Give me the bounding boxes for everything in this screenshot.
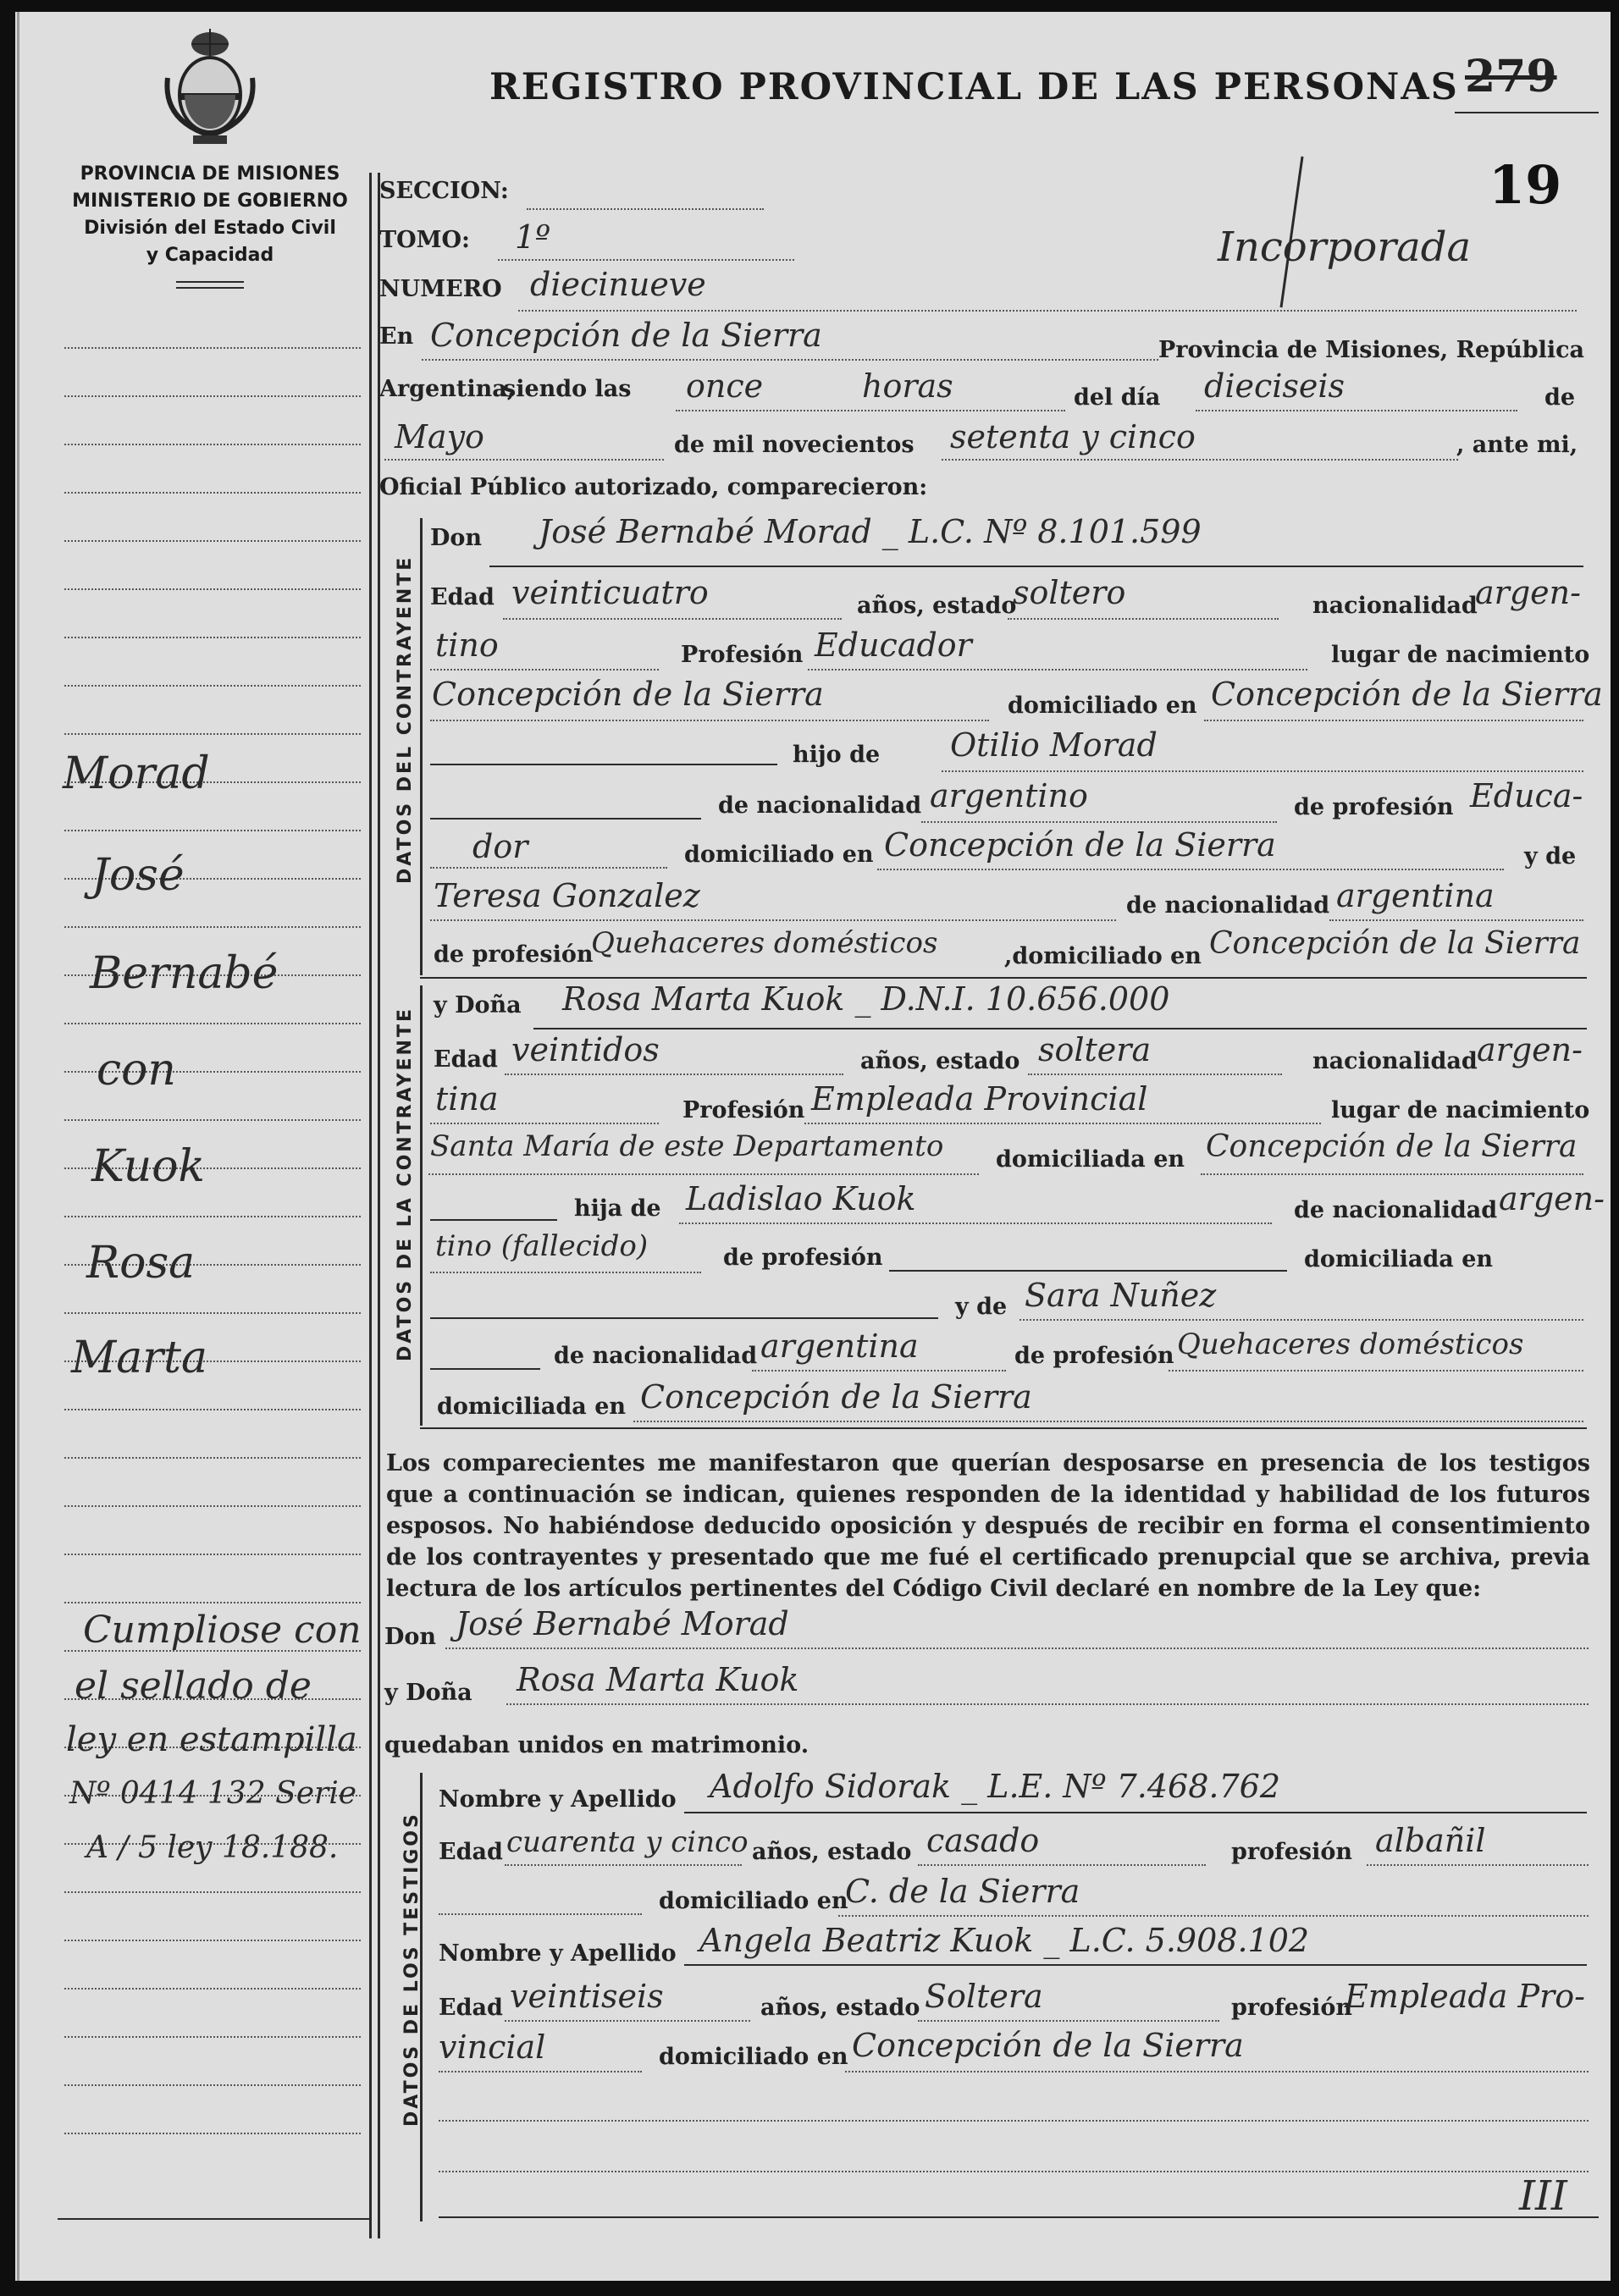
t1-blank-field [439, 1913, 642, 1915]
c1-lugar: Concepción de la Sierra [432, 676, 824, 713]
margin-divider [369, 173, 372, 2238]
c2-prof: Empleada Provincial [811, 1080, 1148, 1118]
c2-padre-field [679, 1223, 1272, 1224]
margin-ruling-line [64, 444, 361, 445]
t1-nombre: Adolfo Sidorak _ L.E. Nº 7.468.762 [710, 1768, 1281, 1805]
c1-bracket [420, 518, 423, 975]
end-mark: III [1519, 2172, 1567, 2220]
t2-nombre: Angela Beatriz Kuok _ L.C. 5.908.102 [699, 1922, 1310, 1959]
c1-pnac-field [921, 821, 1277, 823]
argentina-label: Argentina, [379, 376, 516, 402]
t1-nombre-line [684, 1812, 1587, 1813]
t2-estado-field [918, 2020, 1219, 2022]
c2-pdom-label: domiciliada en [1304, 1246, 1494, 1272]
c1-madre: Teresa Gonzalez [434, 877, 700, 914]
c1-blank-line-2 [430, 818, 701, 820]
c2-prof-label: Profesión [682, 1097, 805, 1123]
c1-dom-field [1204, 720, 1583, 721]
c1-dom: Concepción de la Sierra [1211, 676, 1603, 713]
c2-madre: Sara Nuñez [1025, 1277, 1217, 1314]
t1-edad-label: Edad [439, 1839, 503, 1865]
c2-pprof-label: de profesión [723, 1245, 883, 1271]
capacity-name: y Capacidad [146, 245, 274, 266]
t2-nombre-label: Nombre y Apellido [439, 1940, 677, 1967]
record-number: 19 [1489, 154, 1562, 216]
c1-pnac-label: de nacionalidad [718, 792, 922, 819]
decl-dona-field [506, 1703, 1589, 1705]
c1-pdom-field [877, 869, 1504, 870]
seccion-label: SECCION: [379, 178, 509, 204]
extra-line-2 [439, 2171, 1589, 2172]
margin-ruling-line [64, 1988, 361, 1990]
t1-estado: casado [926, 1822, 1040, 1859]
margin-name-6: Rosa [86, 1238, 196, 1289]
t2-dom-field [845, 2071, 1589, 2072]
t1-prof: albañil [1375, 1822, 1486, 1859]
decl-unidos: quedaban unidos en matrimonio. [384, 1732, 810, 1758]
margin-ruling-line [64, 685, 361, 687]
t1-prof-field [1367, 1864, 1589, 1866]
margin-ruling-line [64, 1457, 361, 1459]
margin-ruling-line [64, 1216, 361, 1217]
t2-dom-label: domiciliado en [659, 2044, 848, 2070]
c1-pprof-label: de profesión [1294, 794, 1454, 820]
header-underline [176, 281, 244, 283]
c1-pdom: Concepción de la Sierra [884, 826, 1276, 864]
margin-ruling-line [64, 540, 361, 542]
c1-prof-label: Profesión [681, 642, 804, 668]
margin-bottom-line [58, 2218, 371, 2220]
number-strike-line [1455, 112, 1599, 113]
c1-nombre: José Bernabé Morad _ L.C. Nº 8.101.599 [539, 513, 1202, 550]
c2-pnac2-field [430, 1272, 701, 1273]
c2-mnac: argentina [760, 1327, 919, 1365]
c1-mnac-label: de nacionalidad [1126, 892, 1330, 919]
ante-label: , ante mi, [1456, 432, 1578, 458]
t2-nombre-line [684, 1964, 1587, 1966]
oficial-label: Oficial Público autorizado, comparecieron: [379, 474, 928, 500]
t2-estado: Soltera [925, 1978, 1043, 2015]
margin-ruling-line [64, 733, 361, 735]
c2-madre-field [1019, 1319, 1583, 1321]
t2-prof: Empleada Pro- [1345, 1978, 1585, 2015]
c2-blank-line-2 [430, 1368, 540, 1370]
c1-prof: Educador [815, 626, 972, 664]
tomo-value: 1º [515, 218, 551, 256]
c2-mnac-label: de nacionalidad [554, 1343, 758, 1369]
c2-lugar-label: lugar de nacimiento [1331, 1097, 1590, 1123]
header-underline [176, 287, 244, 289]
margin-ruling-line [64, 2084, 361, 2086]
t2-edad: veintiseis [510, 1978, 664, 2015]
c2-mprof-label: de profesión [1014, 1343, 1174, 1369]
hora-field [676, 410, 1065, 411]
declaration-paragraph: Los comparecientes me manifestaron que querían desposarse en presencia de los testigos que a continuación se indican, quienes responden de la identidad y habilidad de los futuros esposos. No habiéndose deducido oposición y después de recibir en forma el consentimiento de los contrayentes y presentado que me fué el certificado prenupcial que se archiva, previa lectura de los artículos pertinentes del Código Civil declaré en nombre de la Ley que: [386, 1450, 1590, 1602]
c1-pdom-label: domiciliado en [684, 842, 874, 868]
c2-nac2-field [430, 1123, 659, 1124]
c1-edad-field [503, 618, 842, 620]
margin-ruling-line [64, 1940, 361, 1941]
c2-nombre-line [533, 1028, 1587, 1029]
margin-ruling-line [64, 1312, 361, 1314]
t2-anios-label: años, estado [760, 1995, 920, 2021]
header-province-block [66, 161, 354, 269]
dia-value: dieciseis [1204, 367, 1345, 405]
margin-ruling-line [64, 395, 361, 397]
c2-mprof-field [1169, 1370, 1583, 1372]
margin-note-1: Cumpliose con [83, 1609, 362, 1652]
margin-ruling-line [64, 492, 361, 494]
margin-note-3: ley en estampilla [66, 1720, 357, 1759]
decl-don: José Bernabé Morad [456, 1605, 789, 1642]
c2-pprof-line [889, 1270, 1287, 1272]
c1-edad: veinticuatro [511, 574, 709, 611]
dia-field [1196, 410, 1517, 411]
c1-pprof: Educa- [1470, 777, 1583, 814]
c2-padre: Ladislao Kuok [686, 1180, 916, 1217]
t2-edad-label: Edad [439, 1995, 503, 2021]
horas-value: horas [862, 367, 953, 405]
c2-edad: veintidos [511, 1031, 660, 1068]
c2-hija-label: hija de [574, 1195, 661, 1222]
margin-ruling-line [64, 1119, 361, 1121]
c1-blank-line [430, 764, 777, 765]
decl-don-field [445, 1647, 1589, 1649]
margin-name-4: con [97, 1045, 176, 1096]
t1-estado-field [918, 1864, 1206, 1866]
t2-prof2-field [439, 2071, 642, 2072]
coat-of-arms-icon [159, 27, 261, 154]
margin-name-2: José [91, 850, 185, 901]
anio-label: de mil novecientos [674, 432, 914, 458]
margin-ruling-line [64, 637, 361, 638]
c2-nac2: tina [435, 1080, 499, 1118]
c2-edad-field [505, 1073, 843, 1075]
c2-pdom-line [430, 1317, 938, 1319]
c2-dona-label: y Doña [434, 992, 522, 1018]
c2-mprof: Quehaceres domésticos [1177, 1327, 1524, 1361]
c1-lugar-label: lugar de nacimiento [1331, 642, 1590, 668]
c1-mdom-label: ,domiciliado en [1004, 943, 1202, 969]
numero-value: diecinueve [530, 266, 706, 303]
document-page [15, 12, 1611, 2281]
c1-edad-label: Edad [430, 584, 495, 610]
margin-ruling-line [64, 830, 361, 831]
margin-ruling-line [64, 1554, 361, 1555]
division-name: División del Estado Civil [84, 218, 336, 239]
c2-bracket [420, 985, 423, 1426]
margin-name-1: Morad [63, 748, 210, 799]
margin-note-5: A / 5 ley 18.188. [86, 1830, 339, 1865]
c2-dom: Concepción de la Sierra [1206, 1129, 1578, 1164]
c1-nac-label: nacionalidad [1312, 593, 1478, 619]
numero-label: NUMERO [379, 276, 502, 302]
c1-pprof2: dor [472, 828, 528, 865]
c2-nac: argen- [1477, 1031, 1583, 1068]
anio-value: setenta y cinco [950, 418, 1196, 455]
margin-ruling-line [64, 2036, 361, 2038]
c1-nac: argen- [1475, 574, 1581, 611]
c1-don-label: Don [430, 525, 483, 551]
c1-dom-label: domiciliado en [1008, 693, 1197, 719]
c2-dom-label: domiciliada en [996, 1146, 1185, 1173]
incorporada-stamp: Incorporada [1218, 224, 1472, 271]
decl-don-label: Don [384, 1624, 437, 1650]
c2-prof-field [804, 1123, 1321, 1124]
testigos-side-label: DATOS DE LOS TESTIGOS [401, 1812, 423, 2127]
c1-madre-field [430, 919, 1116, 921]
siendo-label: siendo las [503, 376, 632, 402]
document-title: REGISTRO PROVINCIAL DE LAS PERSONAS [489, 66, 1459, 108]
decl-dona: Rosa Marta Kuok [517, 1661, 799, 1698]
c1-pnac: argentino [930, 777, 1088, 814]
c1-mprof: Quehaceres domésticos [591, 926, 938, 960]
mes-field [384, 459, 664, 461]
margin-note-2: el sellado de [75, 1664, 312, 1708]
tomo-label: TOMO: [379, 227, 470, 253]
margin-ruling-line [64, 926, 361, 928]
c1-mprof-label: de profesión [434, 941, 594, 968]
t1-prof-label: profesión [1231, 1839, 1353, 1865]
c1-mdom: Concepción de la Sierra [1209, 926, 1581, 961]
c1-estado-field [1008, 618, 1279, 620]
province-name: PROVINCIA DE MISIONES [80, 163, 340, 185]
t2-edad-field [505, 2020, 750, 2022]
margin-ruling-line [64, 1023, 361, 1024]
c1-y-de-label: y de [1524, 843, 1577, 869]
margin-ruling-line [64, 2133, 361, 2134]
t1-edad-field [505, 1864, 742, 1866]
en-label: En [379, 323, 414, 350]
final-line [439, 2216, 1599, 2218]
t1-dom-field [838, 1915, 1589, 1917]
c2-blank-line [430, 1219, 557, 1221]
c2-side-label: DATOS DE LA CONTRAYENTE [395, 1007, 416, 1361]
margin-name-3: Bernabé [90, 948, 279, 999]
page-edge [17, 12, 19, 2281]
c1-nac2: tino [435, 626, 499, 664]
t1-anios-label: años, estado [752, 1839, 912, 1865]
c1-estado: soltero [1013, 574, 1126, 611]
margin-ruling-line [64, 1602, 361, 1603]
c1-anios-label: años, estado [857, 593, 1017, 619]
c1-padre-field [942, 770, 1583, 772]
margin-ruling-line [64, 1409, 361, 1410]
t1-edad: cuarenta y cinco [506, 1825, 749, 1859]
c2-lugar: Santa María de este Departamento [430, 1129, 944, 1163]
c2-y-de-label: y de [955, 1294, 1008, 1320]
c2-mdom: Concepción de la Sierra [640, 1378, 1032, 1416]
del-dia-label: del día [1074, 384, 1161, 411]
t1-dom: C. de la Sierra [845, 1873, 1080, 1910]
margin-note-4: Nº 0414 132 Serie [69, 1776, 357, 1811]
struck-record-number: 279 [1465, 51, 1557, 102]
t1-nombre-label: Nombre y Apellido [439, 1786, 677, 1813]
c2-dom-field [1201, 1173, 1583, 1175]
extra-line-1 [439, 2120, 1589, 2122]
c2-bottom-line [420, 1427, 1587, 1429]
tomo-field [498, 259, 794, 261]
margin-ruling-line [64, 1891, 361, 1893]
c1-nac2-field [430, 669, 659, 671]
decl-dona-label: y Doña [384, 1680, 472, 1706]
c2-estado: soltera [1038, 1031, 1152, 1068]
c1-nombre-line [489, 566, 1583, 567]
c2-lugar-field [428, 1173, 979, 1175]
t2-dom: Concepción de la Sierra [852, 2027, 1244, 2064]
provincia-label: Provincia de Misiones, República [1158, 337, 1585, 363]
t2-prof-label: profesión [1231, 1995, 1353, 2021]
c2-nombre: Rosa Marta Kuok _ D.N.I. 10.656.000 [562, 980, 1170, 1018]
c2-pnac: argen- [1499, 1180, 1605, 1217]
c1-bottom-line [420, 977, 1587, 979]
margin-name-7: Marta [71, 1333, 208, 1383]
en-value: Concepción de la Sierra [430, 317, 822, 354]
c2-estado-field [1028, 1073, 1282, 1075]
t2-prof2: vincial [439, 2028, 546, 2066]
c2-pnac-label: de nacionalidad [1294, 1197, 1498, 1223]
en-field [422, 359, 1158, 361]
c2-mdom-field [633, 1421, 1583, 1422]
c2-nac-label: nacionalidad [1312, 1048, 1478, 1074]
de-label: de [1544, 384, 1576, 411]
c1-padre: Otilio Morad [950, 726, 1158, 764]
c1-hijo-label: hijo de [793, 742, 881, 768]
anio-field [942, 459, 1458, 461]
ministry-name: MINISTERIO DE GOBIERNO [72, 190, 348, 212]
c1-side-label: DATOS DEL CONTRAYENTE [395, 555, 416, 884]
c2-edad-label: Edad [434, 1046, 498, 1073]
margin-ruling-line [64, 588, 361, 590]
c2-mnac-field [752, 1370, 1006, 1372]
c1-pprof2-field [430, 867, 667, 869]
c1-mnac: argentina [1336, 877, 1495, 914]
margin-ruling-line [64, 1505, 361, 1507]
hora-value: once [686, 367, 764, 405]
t1-dom-label: domiciliado en [659, 1888, 848, 1914]
numero-field [518, 310, 1577, 312]
mes-value: Mayo [395, 418, 484, 455]
margin-name-5: Kuok [91, 1141, 206, 1192]
c1-mnac-field [1329, 919, 1583, 921]
c2-anios-label: años, estado [860, 1048, 1020, 1074]
c2-mdom-label: domiciliada en [437, 1394, 627, 1420]
c1-prof-field [808, 669, 1307, 671]
margin-ruling-line [64, 347, 361, 349]
c1-lugar-field [430, 720, 989, 721]
c2-pnac2: tino (fallecido) [435, 1229, 649, 1263]
seccion-field [527, 208, 764, 210]
